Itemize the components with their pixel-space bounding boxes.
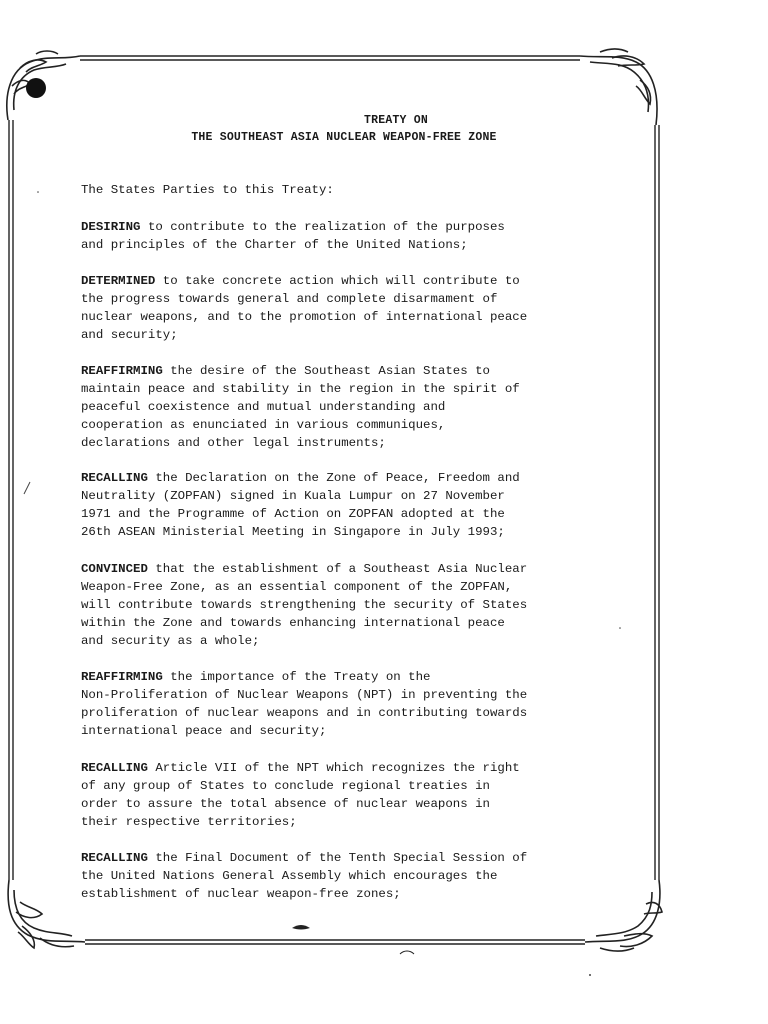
preamble-paragraph <box>81 362 608 452</box>
paragraph-line: 1971 and the Programme of Action on ZOPFAN adopted at the <box>81 507 505 521</box>
preamble-paragraph <box>81 849 608 903</box>
paragraph-line: Weapon-Free Zone, as an essential component of the ZOPFAN, <box>81 580 513 594</box>
paragraph-line: nuclear weapons, and to the promotion of international peace <box>81 310 528 324</box>
paragraph-line: the importance of the Treaty on the <box>170 670 431 684</box>
preamble-paragraph <box>81 560 608 650</box>
paragraph-line: that the establishment of a Southeast Asia Nuclear <box>155 562 528 576</box>
paragraph-line: maintain peace and stability in the region in the spirit of <box>81 382 520 396</box>
paragraph-line: 26th ASEAN Ministerial Meeting in Singapore in July 1993; <box>81 525 505 539</box>
document-title-line2: THE SOUTHEAST ASIA NUCLEAR WEAPON-FREE ZONE <box>191 131 497 144</box>
preamble-paragraph <box>81 668 608 740</box>
paragraph-line: and security; <box>81 328 178 342</box>
paragraph-line: Neutrality (ZOPFAN) signed in Kuala Lumpur on 27 November <box>81 489 505 503</box>
preamble-paragraph <box>81 272 608 344</box>
paragraph-keyword: REAFFIRMING <box>81 670 163 684</box>
paragraph-line: the United Nations General Assembly which encourages the <box>81 869 498 883</box>
paragraph-line: the progress towards general and complete disarmament of <box>81 292 498 306</box>
paragraph-line: and security as a whole; <box>81 634 260 648</box>
paragraph-line: will contribute towards strengthening the security of States <box>81 598 528 612</box>
paragraph-keyword: RECALLING <box>81 471 148 485</box>
paragraph-keyword: DESIRING <box>81 220 141 234</box>
paragraph-keyword: DETERMINED <box>81 274 156 288</box>
paragraph-line: within the Zone and towards enhancing international peace <box>81 616 505 630</box>
preamble-paragraph <box>81 218 608 254</box>
preamble-paragraph <box>81 469 608 541</box>
paragraph-line: to contribute to the realization of the purposes <box>147 220 505 234</box>
paragraph-keyword: RECALLING <box>81 761 148 775</box>
paragraph-line: the desire of the Southeast Asian States to <box>170 364 490 378</box>
paragraph-keyword: REAFFIRMING <box>81 364 163 378</box>
paragraph-line: their respective territories; <box>81 815 297 829</box>
paragraph-line: and principles of the Charter of the United Nations; <box>81 238 468 252</box>
paragraph-line: establishment of nuclear weapon-free zones; <box>81 887 401 901</box>
preamble-paragraph <box>81 759 608 831</box>
paragraph-line: of any group of States to conclude regional treaties in <box>81 779 490 793</box>
paragraph-line: to take concrete action which will contribute to <box>162 274 520 288</box>
paragraph-line: Article VII of the NPT which recognizes the right <box>155 761 520 775</box>
paragraph-line: international peace and security; <box>81 724 327 738</box>
paragraph-line: peaceful coexistence and mutual understanding and <box>81 400 446 414</box>
paragraph-line: order to assure the total absence of nuclear weapons in <box>81 797 490 811</box>
paragraph-keyword: CONVINCED <box>81 562 148 576</box>
paragraph-line: Non-Proliferation of Nuclear Weapons (NPT) in preventing the <box>81 688 528 702</box>
intro-text: The States Parties to this Treaty: <box>81 183 334 197</box>
document-title-line1: TREATY ON <box>364 114 428 127</box>
paragraph-line: the Final Document of the Tenth Special Session of <box>155 851 528 865</box>
corner-ornament-bottom-left <box>8 880 85 948</box>
paragraph-keyword: RECALLING <box>81 851 148 865</box>
paragraph-line: proliferation of nuclear weapons and in contributing towards <box>81 706 528 720</box>
paragraph-line: declarations and other legal instruments; <box>81 436 386 450</box>
paragraph-line: the Declaration on the Zone of Peace, Freedom and <box>155 471 520 485</box>
paragraph-line: cooperation as enunciated in various communiques, <box>81 418 446 432</box>
